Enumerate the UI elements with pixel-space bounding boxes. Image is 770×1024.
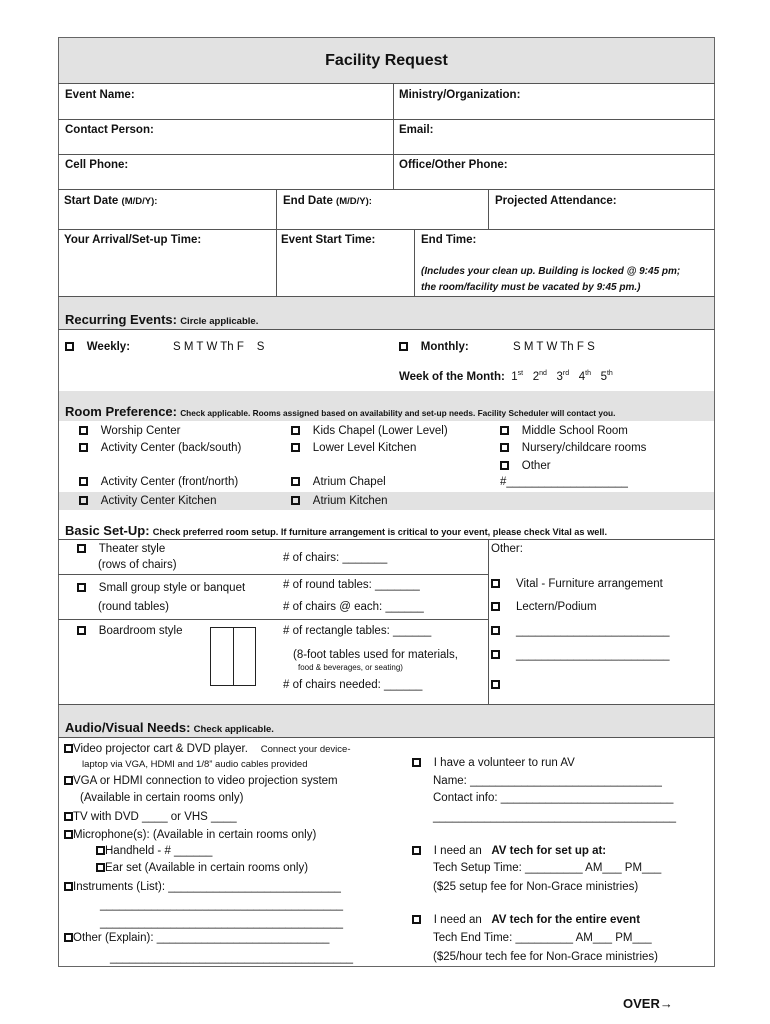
room-activity-front[interactable]: Activity Center (front/north)	[79, 476, 238, 488]
room-lower-kitchen[interactable]: Lower Level Kitchen	[291, 442, 416, 454]
chairs-each-count[interactable]: # of chairs @ each: ______	[283, 601, 424, 613]
room-other[interactable]: Other	[500, 460, 551, 472]
av-instruments-line3[interactable]: ______________________________________	[100, 917, 344, 929]
room-atrium-kitchen[interactable]: Atrium Kitchen	[291, 495, 388, 507]
rect-tables-count[interactable]: # of rectangle tables: ______	[283, 625, 432, 637]
end-time-label: End Time:	[421, 234, 477, 246]
av-other-line2[interactable]: ______________________________________	[110, 952, 354, 964]
recurring-header: Recurring Events: Circle applicable.	[65, 312, 259, 327]
room-worship-center[interactable]: Worship Center	[79, 425, 180, 437]
av-header: Audio/Visual Needs: Check applicable.	[65, 720, 274, 735]
contact-person-label: Contact Person:	[65, 124, 154, 136]
monthly-days[interactable]: S M T W Th F S	[513, 341, 595, 353]
weekly-option[interactable]: Weekly:	[65, 341, 130, 353]
small-group-option[interactable]: Small group style or banquet	[77, 582, 245, 594]
office-phone-label: Office/Other Phone:	[399, 159, 508, 171]
start-date-label: Start Date (M/D/Y):	[64, 195, 158, 207]
av-volunteer-option[interactable]: I have a volunteer to run AV	[412, 757, 575, 769]
ministry-label: Ministry/Organization:	[399, 89, 521, 101]
end-date-label: End Date (M/D/Y):	[283, 195, 372, 207]
av-vga-option[interactable]: VGA or HDMI connection to video projection system	[64, 775, 338, 787]
av-volunteer-name[interactable]: Name: ______________________________	[433, 775, 662, 787]
av-earset-option[interactable]: Ear set (Available in certain rooms only)	[96, 862, 308, 874]
email-label: Email:	[399, 124, 434, 136]
form-title: Facility Request	[325, 52, 448, 69]
eight-foot-sub: food & beverages, or seating)	[298, 663, 403, 672]
setup-other-label: Other:	[491, 543, 523, 555]
room-nursery[interactable]: Nursery/childcare rooms	[500, 442, 646, 454]
chairs-count[interactable]: # of chairs: _______	[283, 552, 388, 564]
end-time-note-1: (Includes your clean up. Building is locked @ 9:45 pm;	[421, 266, 681, 277]
av-projector-option[interactable]: Video projector cart & DVD player. Connect your device-	[64, 743, 351, 755]
theater-style-sub: (rows of chairs)	[98, 559, 177, 571]
weekly-checkbox[interactable]	[65, 342, 74, 351]
setup-header: Basic Set-Up: Check preferred room setup. If furniture arrangement is critical to your event, please check Vital as well.	[65, 523, 607, 538]
week-of-month[interactable]: Week of the Month: 1st 2nd 3rd 4th 5th	[399, 370, 613, 383]
room-other-number[interactable]: #___________________	[500, 476, 628, 488]
attendance-label: Projected Attendance:	[495, 195, 617, 207]
room-header: Room Preference: Check applicable. Rooms assigned based on availability and set-up needs. Facility Scheduler will contact you.	[65, 404, 616, 419]
round-tables-count[interactable]: # of round tables: _______	[283, 579, 420, 591]
av-projector-sub: laptop via VGA, HDMI and 1/8” audio cables provided	[82, 759, 308, 770]
av-volunteer-contact-2[interactable]: ______________________________________	[433, 811, 677, 823]
av-tech-hourly-fee: ($25/hour tech fee for Non-Grace ministries)	[433, 951, 658, 963]
setup-other-2[interactable]: ________________________	[491, 649, 669, 661]
cell-phone-label: Cell Phone:	[65, 159, 129, 171]
lectern-option[interactable]: Lectern/Podium	[491, 601, 597, 613]
room-atrium-chapel[interactable]: Atrium Chapel	[291, 476, 386, 488]
av-vga-sub: (Available in certain rooms only)	[80, 792, 244, 804]
av-instruments-option[interactable]: Instruments (List): ___________________________	[64, 881, 341, 893]
room-middle-school[interactable]: Middle School Room	[500, 425, 628, 437]
av-volunteer-contact[interactable]: Contact info: ___________________________	[433, 792, 674, 804]
av-tech-event-option[interactable]: I need an AV tech for the entire event	[412, 914, 640, 926]
event-start-label: Event Start Time:	[281, 234, 376, 246]
chairs-needed-count[interactable]: # of chairs needed: ______	[283, 679, 423, 691]
event-name-label: Event Name:	[65, 89, 135, 101]
small-group-sub: (round tables)	[98, 601, 169, 613]
av-tech-setup-option[interactable]: I need an AV tech for set up at:	[412, 845, 606, 857]
boardroom-option[interactable]: Boardroom style	[77, 625, 183, 637]
end-time-note-2: the room/facility must be vacated by 9:45 pm.)	[421, 282, 641, 293]
av-tech-end-time[interactable]: Tech End Time: _________ AM___ PM___	[433, 932, 652, 944]
av-tech-setup-time[interactable]: Tech Setup Time: _________ AM___ PM___	[433, 862, 662, 874]
av-mic-option[interactable]: Microphone(s): (Available in certain rooms only)	[64, 829, 316, 841]
av-tech-setup-fee: ($25 setup fee for Non-Grace ministries)	[433, 881, 639, 893]
vital-option[interactable]: Vital - Furniture arrangement	[491, 578, 663, 590]
over-indicator: OVER→	[623, 996, 673, 1011]
room-kids-chapel[interactable]: Kids Chapel (Lower Level)	[291, 425, 448, 437]
theater-style-option[interactable]: Theater style	[77, 543, 165, 555]
room-activity-kitchen[interactable]: Activity Center Kitchen	[79, 495, 216, 507]
setup-other-1[interactable]: ________________________	[491, 625, 669, 637]
av-tv-option[interactable]: TV with DVD ____ or VHS ____	[64, 811, 237, 823]
av-instruments-line2[interactable]: ______________________________________	[100, 899, 344, 911]
arrival-time-label: Your Arrival/Set-up Time:	[64, 234, 202, 246]
av-handheld-option[interactable]: Handheld - # ______	[96, 845, 212, 857]
room-activity-back[interactable]: Activity Center (back/south)	[79, 442, 241, 454]
weekly-days[interactable]: S M T W Th F S	[173, 341, 265, 353]
monthly-checkbox[interactable]	[399, 342, 408, 351]
setup-other-3[interactable]	[491, 679, 500, 691]
monthly-option[interactable]: Monthly:	[399, 341, 469, 353]
eight-foot-note: (8-foot tables used for materials,	[293, 649, 458, 661]
av-other-option[interactable]: Other (Explain): ___________________________	[64, 932, 329, 944]
